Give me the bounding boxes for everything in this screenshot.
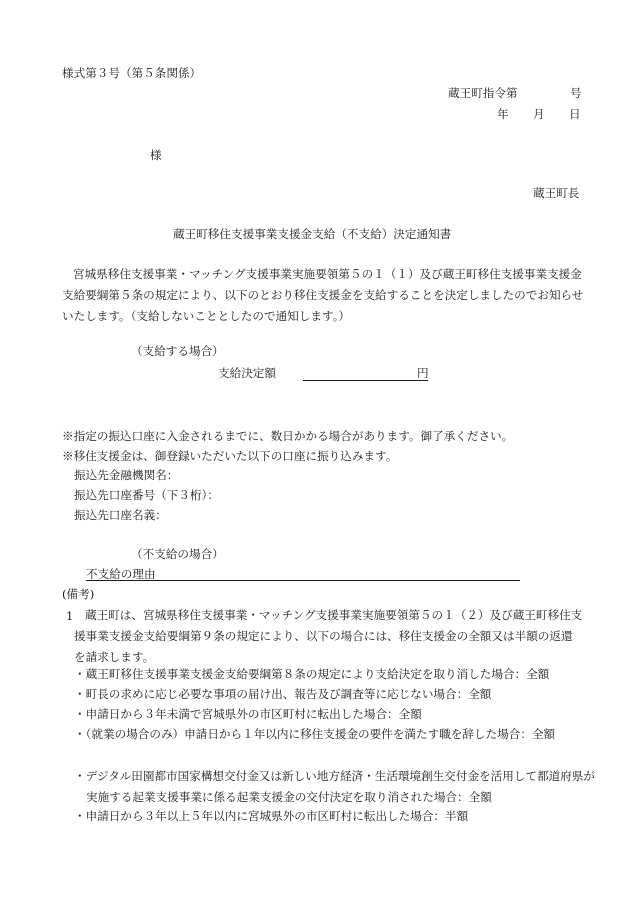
note-transfer-account: ※移住支援金は、御登録いただいた以下の口座に振り込みます。 xyxy=(62,449,398,463)
reference-suffix: 号 xyxy=(570,86,582,100)
denial-case-heading: （不支給の場合） xyxy=(131,547,224,561)
remarks-bullet: ・町長の求めに応じ必要な事項の届け出、報告及び調査等に応じない場合：全額 xyxy=(74,687,492,701)
note-transfer-delay: ※指定の振込口座に入金されるまでに、数日かかる場合があります。御了承ください。 xyxy=(62,429,514,443)
amount-label: 支給決定額 xyxy=(218,366,276,380)
amount-underline xyxy=(303,380,428,381)
denial-reason-underline xyxy=(86,580,520,581)
account-holder-label: 振込先口座名義： xyxy=(74,508,167,522)
remarks-bullet: ・蔵王町移住支援事業支援金支給要綱第８条の規定により支給決定を取り消した場合：全額 xyxy=(74,667,550,681)
document-title: 蔵王町移住支援事業支援金支給（不支給）決定通知書 xyxy=(173,227,452,241)
account-number-label: 振込先口座番号（下３桁）： xyxy=(74,488,219,502)
remarks-bullet: ・申請日から３年未満で宮城県外の市区町村に転出した場合：全額 xyxy=(74,707,422,721)
date-day: 日 xyxy=(569,107,581,121)
remarks-bullet: ・デジタル田園都市国家構想交付金又は新しい地方経済・生活環境創生交付金を活用して都道府県が実施する起業支援事業に係る起業支援金の交付決定を取り消された場合：全額 xyxy=(74,769,596,804)
reference-prefix: 蔵王町指令第 xyxy=(448,86,518,100)
remarks-item-text: 蔵王町は、宮城県移住支援事業・マッチング支援事業実施要領第５の１（２）及び蔵王町移住支援事業支援金支給要綱第９条の規定により、以下の場合には、移住支援金の全額又は半額の返還を請求します。 xyxy=(74,608,583,664)
remarks-bullet: ・申請日から３年以上５年以内に宮城県外の市区町村に転出した場合：半額 xyxy=(74,809,469,823)
date-year: 年 xyxy=(497,107,509,121)
grant-case-heading: （支給する場合） xyxy=(131,344,224,358)
remarks-heading: (備考) xyxy=(62,587,95,601)
bank-name-label: 振込先金融機関名： xyxy=(74,468,179,482)
remarks-item-number: 1 xyxy=(66,609,74,623)
form-number: 様式第３号（第５条関係） xyxy=(62,66,202,80)
date-month: 月 xyxy=(533,107,545,121)
denial-reason-label: 不支給の理由 xyxy=(86,567,156,581)
remarks-bullet: ・（就業の場合のみ）申請日から１年以内に移住支援金の要件を満たす職を辞した場合：全額 xyxy=(74,727,556,741)
amount-unit: 円 xyxy=(417,366,429,380)
issuer: 蔵王町長 xyxy=(533,186,580,200)
addressee-suffix: 様 xyxy=(150,148,162,162)
body-text: 宮城県移住支援事業・マッチング支援事業実施要領第５の１（１）及び蔵王町移住支援事業支援金支給要綱第５条の規定により、以下のとおり移住支援金を支給することを決定しましたのでお知らせいたします。（支給しないこととしたので通知します。） xyxy=(62,267,584,323)
